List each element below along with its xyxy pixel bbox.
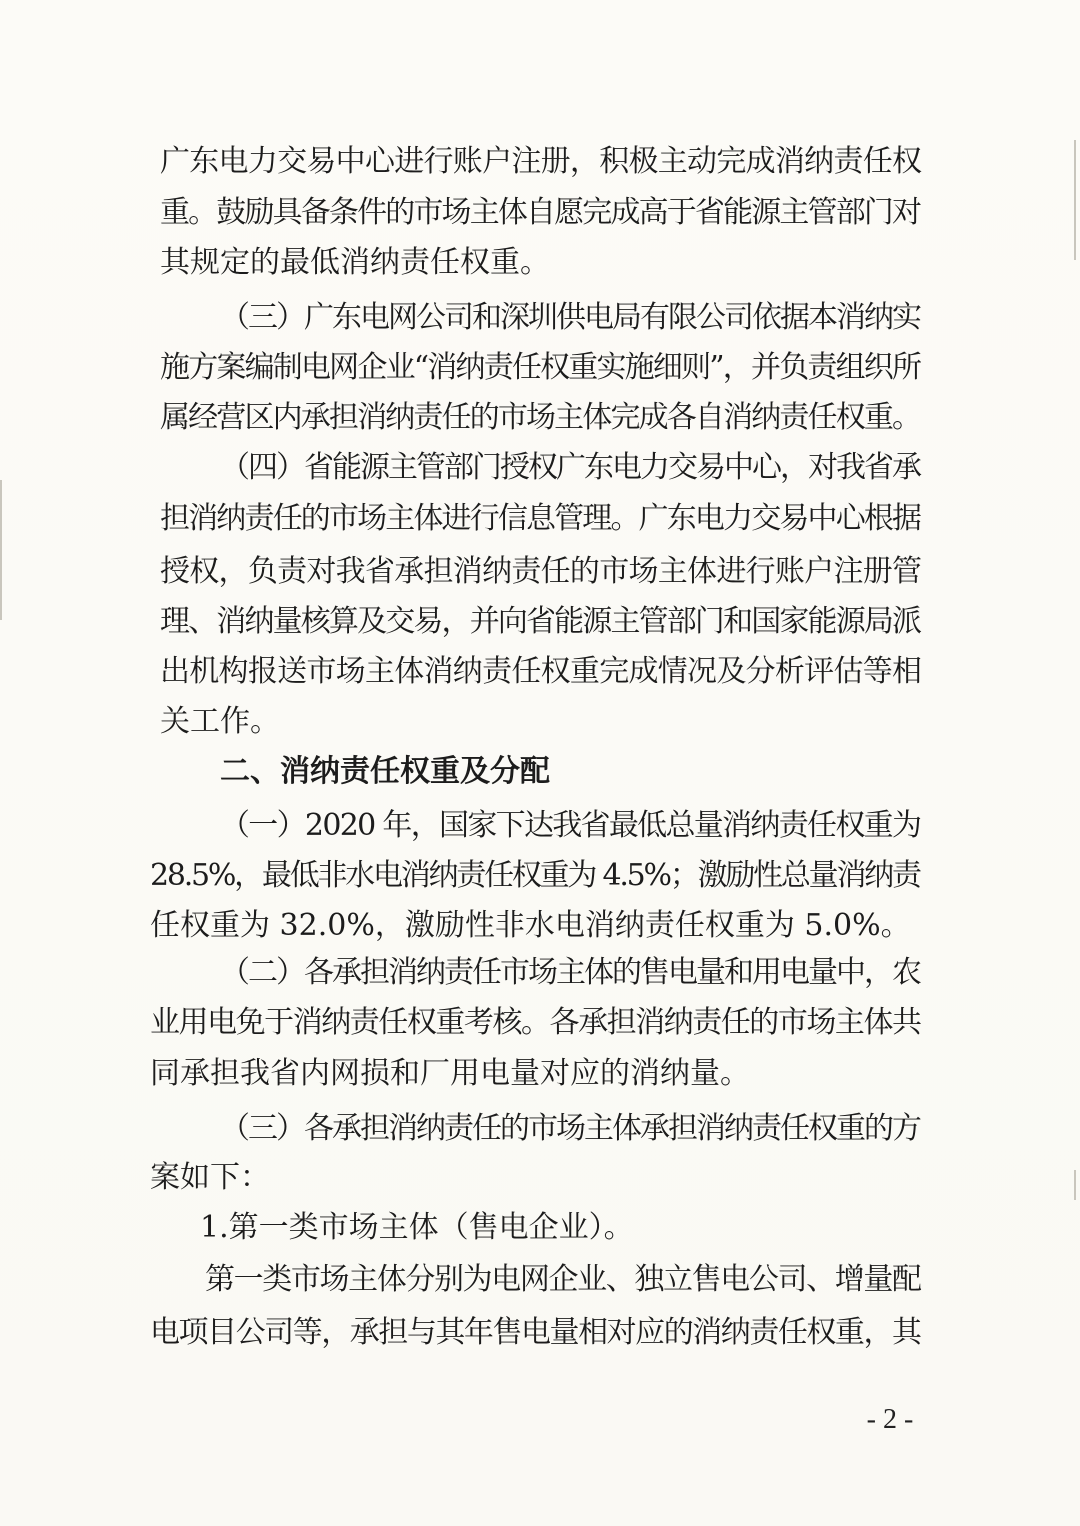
text-line-content: （三）广东电网公司和深圳供电局有限公司依据本消纳实: [220, 300, 920, 335]
text-line: [0, 293, 1080, 343]
text-line: [0, 494, 1080, 544]
text-line-content: 关工作。: [160, 704, 280, 739]
text-line: [0, 188, 1080, 238]
text-line: [0, 597, 1080, 647]
text-line-content: 二、消纳责任权重及分配: [220, 754, 550, 789]
text-line-content: 施方案编制电网企业“消纳责任权重实施细则”，并负责组织所: [160, 350, 921, 385]
text-line-content: 其规定的最低消纳责任权重。: [160, 245, 550, 280]
text-line: [0, 343, 1080, 393]
text-line: [0, 1255, 1080, 1305]
text-line-content: 理、消纳量核算及交易，并向省能源主管部门和国家能源局派: [160, 604, 921, 639]
text-line-content: （四）省能源主管部门授权广东电力交易中心，对我省承: [220, 450, 920, 485]
text-line: [0, 647, 1080, 697]
text-line: [0, 901, 1080, 951]
text-line: [0, 137, 1080, 187]
text-line-content: （一）2020 年，国家下达我省最低总量消纳责任权重为: [220, 808, 921, 843]
text-line: [0, 851, 1080, 901]
text-line: [0, 238, 1080, 288]
text-line-content: 电项目公司等，承担与其年售电量相对应的消纳责任权重，其: [150, 1315, 921, 1350]
section-heading: [0, 747, 1080, 797]
text-line-content: 授权，负责对我省承担消纳责任的市场主体进行账户注册管: [160, 554, 922, 589]
text-line: [0, 1203, 1080, 1253]
text-line-content: 属经营区内承担消纳责任的市场主体完成各自消纳责任权重。: [160, 400, 921, 435]
text-line-content: 重。鼓励具备条件的市场主体自愿完成高于省能源主管部门对: [160, 195, 921, 230]
text-line-content: 1.第一类市场主体（售电企业）。: [200, 1210, 634, 1245]
text-line-content: 案如下：: [150, 1160, 270, 1195]
text-line-content: 28.5%，最低非水电消纳责任权重为 4.5%；激励性总量消纳责: [150, 858, 920, 893]
text-line: [0, 948, 1080, 998]
text-line-content: 同承担我省内网损和厂用电量对应的消纳量。: [150, 1056, 750, 1091]
text-line: [0, 1104, 1080, 1154]
text-line-content: 出机构报送市场主体消纳责任权重完成情况及分析评估等相: [160, 654, 922, 689]
text-line: [0, 547, 1080, 597]
text-line-content: 业用电免于消纳责任权重考核。各承担消纳责任的市场主体共: [150, 1005, 921, 1040]
text-line-content: （二）各承担消纳责任市场主体的售电量和用电量中，农: [220, 955, 920, 990]
text-line-content: 任权重为 32.0%，激励性非水电消纳责任权重为 5.0%。: [150, 908, 911, 943]
text-line: [0, 1153, 1080, 1203]
text-line: [0, 443, 1080, 493]
text-line-content: 广东电力交易中心进行账户注册，积极主动完成消纳责任权: [160, 144, 922, 179]
text-line-content: 第一类市场主体分别为电网企业、独立售电公司、增量配: [205, 1262, 921, 1297]
text-line-content: 担消纳责任的市场主体进行信息管理。广东电力交易中心根据: [160, 501, 921, 536]
text-line: [0, 1308, 1080, 1358]
page-number: - 2 -: [866, 1404, 914, 1435]
text-line: [0, 697, 1080, 747]
text-line: [0, 801, 1080, 851]
text-line: [0, 393, 1080, 443]
text-line: [0, 1049, 1080, 1099]
text-line: [0, 998, 1080, 1048]
text-line-content: （三）各承担消纳责任的市场主体承担消纳责任权重的方: [220, 1111, 920, 1146]
